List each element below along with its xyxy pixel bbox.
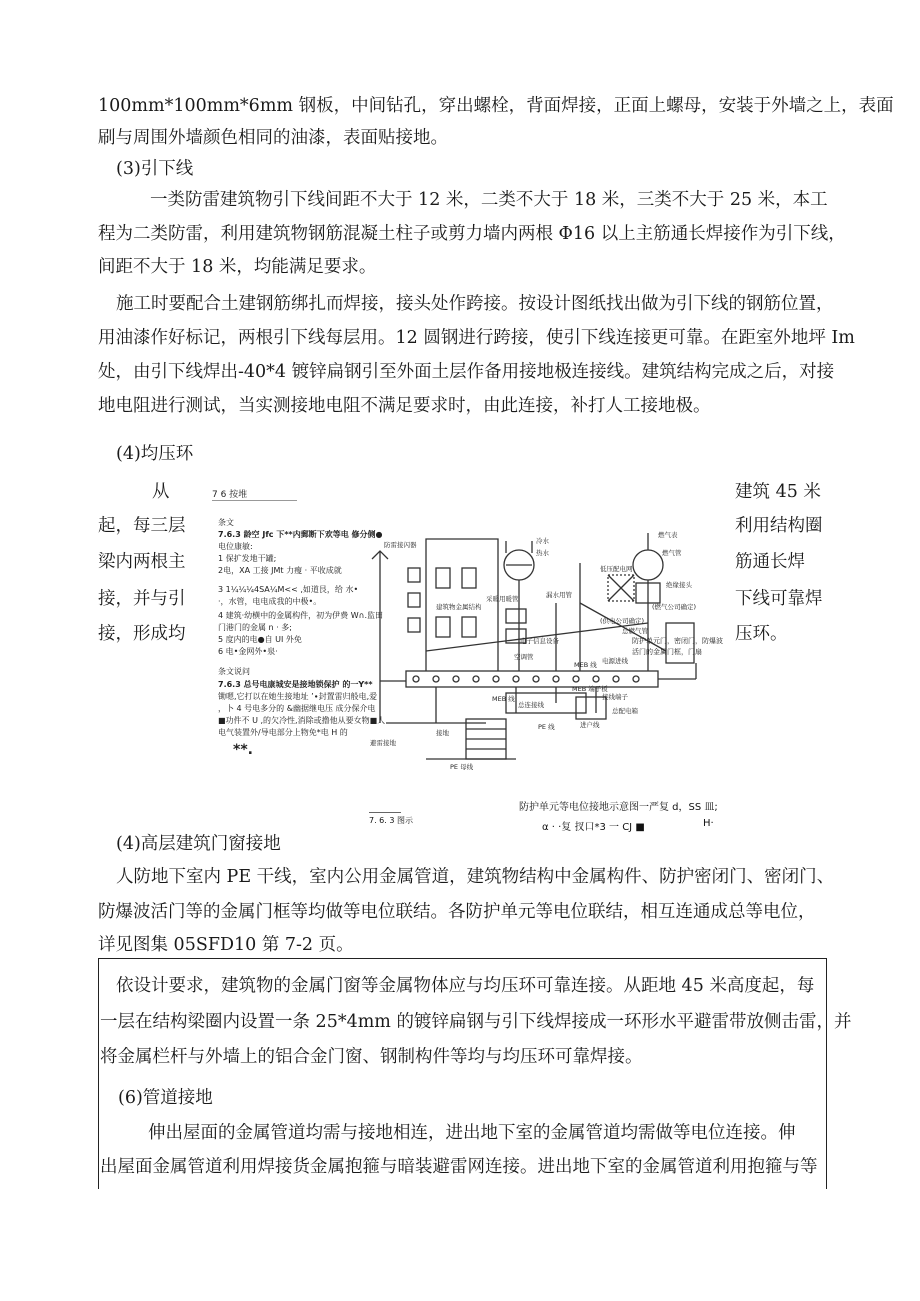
figure-header: 7 6 按堆 <box>212 490 248 500</box>
label-bottom-box: 进户线 <box>580 721 600 729</box>
label-ac-duct: 空调管 <box>514 653 534 661</box>
fig-text-line: 7.6.3 总号电康城安是接地锁保护 的一Y** <box>218 680 373 689</box>
right-col-line-2: 利用结构圈 <box>735 516 823 536</box>
fig-text-line: 电位康敏: <box>218 542 253 551</box>
section-6-heading: (6)管道接地 <box>118 1088 213 1108</box>
right-col-line-1: 建筑 45 米 <box>735 482 821 502</box>
right-col-line-3: 筋通长焊 <box>735 552 805 572</box>
label-gas-pipe: 燃气管 <box>662 549 682 557</box>
label-cold-water: 冷水 <box>536 537 549 545</box>
paragraph-5-line-2: 一层在结构梁圈内设置一条 25*4mm 的镀锌扁钢与引下线焊接成一环形水平避雷带放侧击雷，并 <box>100 1012 852 1032</box>
paragraph-3-line-1: 施工时要配合土建钢筋绑扎而焊接，接头处作跨接。按设计图纸找出做为引下线的钢筋位置， <box>116 294 834 314</box>
label-insulating: 绝缘接头 <box>666 581 692 589</box>
paragraph-4-line-2: 防爆波活门等的金属门框等均做等电位联结。各防护单元等电位联结，相互连通成总等电位， <box>98 902 816 922</box>
label-power-box: 总配电箱 <box>612 707 638 715</box>
right-col-line-4: 下线可靠焊 <box>735 589 823 609</box>
section-3-heading: (3)引下线 <box>116 159 194 179</box>
figure-number: 7. 6. 3 图示 <box>369 816 413 825</box>
left-col-line-5: 接，形成均 <box>98 624 186 644</box>
label-ground: 接地 <box>436 729 449 737</box>
paragraph-4-line-3: 详见图集 05SFD10 第 7-2 页。 <box>98 935 354 955</box>
fig-stars: **. <box>233 742 253 758</box>
paragraph-1-line-2: 刷与周围外墙颜色相同的油漆，表面贴接地。 <box>98 128 448 148</box>
label-mains: 总燃气管 <box>622 627 648 635</box>
right-col-line-5: 压环。 <box>735 624 788 644</box>
label-leakage: 漏水用管 <box>546 591 572 599</box>
label-hot-water: 热水 <box>536 549 549 557</box>
left-col-line-4: 接，并与引 <box>98 589 186 609</box>
fig-text-line: 1 保扩发地干罐; <box>218 554 277 563</box>
fig-text-line: ，卜 4 号电多分的 &幽据继电压 成分保介电 <box>218 704 376 713</box>
label-terminal: 接线端子 <box>602 693 628 701</box>
label-wiring: 电源进线 <box>602 657 628 665</box>
fig-text-line: 锄嗯,它打以在她生接地址 ’∙封置雷归般电,爱 <box>218 692 378 701</box>
figure-number-rule <box>369 812 401 813</box>
paragraph-2-line-3: 间距不大于 18 米，均能满足要求。 <box>98 257 377 277</box>
left-col-line-3: 梁内两根主 <box>98 552 186 572</box>
label-foundation-ground: 避雷接地 <box>370 739 396 747</box>
fig-text-line: 2电，XA 工接 JMt 力瘦 · 平收成就 <box>218 566 342 575</box>
fig-text-line: 门港门的金属 n · 多; <box>218 623 292 632</box>
paragraph-5-line-3: 将金属栏杆与外墙上的铝合金门窗、钢制构件等均与均压环可靠焊接。 <box>100 1047 643 1067</box>
paragraph-4-line-1: 人防地下室内 PE 干线，室内公用金属管道，建筑物结构中金属构件、防护密闭门、密闭门、 <box>116 867 835 887</box>
label-heating-pipe: 采暖用暖管 <box>486 595 519 603</box>
figure-caption-1: 防护单元等电位接地示意图一严复 d，SS 皿; <box>519 802 718 813</box>
figure-caption-3: H· <box>703 818 714 829</box>
label-meb-connector: 总连接线 <box>518 701 544 709</box>
left-col-line-1: 从 <box>152 482 170 502</box>
paragraph-1-line-1: 100mm*100mm*6mm 钢板，中间钻孔，穿出螺栓，背面焊接，正面上螺母，安装于外墙之上，表面 <box>98 96 894 116</box>
label-meb-terminal: MEB 端子板 <box>572 685 608 693</box>
label-meb-line: MEB 线 <box>574 661 597 669</box>
label-pe-box: PE 母线 <box>450 763 474 771</box>
fig-text-line: 7.6.3 龄空 Jfc 下**内郵断下欢等电 修分侧● <box>218 530 383 539</box>
left-col-line-2: 起，每三层 <box>98 516 186 536</box>
fig-text-line: 条文 <box>218 518 234 527</box>
paragraph-2-line-2: 程为二类防雷，利用建筑物钢筋混凝土柱子或剪力墙内两根 Φ16 以上主筋通长焊接作为引下线， <box>98 224 846 244</box>
label-power-note: (供电公司确定) <box>600 617 645 625</box>
section-4-heading: (4)均压环 <box>116 444 194 464</box>
label-meb-box: MEB 线 <box>492 695 515 703</box>
label-gas-note: (燃气公司确定) <box>652 603 697 611</box>
paragraph-3-line-2: 用油漆作好标记，两根引下线每层用。12 圆钢进行跨接，使引下线连接更可靠。在距室外地坪 Im <box>98 328 855 348</box>
paragraph-2-line-1: 一类防雷建筑物引下线间距不大于 12 米，二类不大于 18 米，三类不大于 25 米，本工 <box>150 190 828 210</box>
label-low-voltage: 低压配电网 <box>600 565 633 573</box>
fig-text-line: 电气装置外/导电部分上物免*电 H 的 <box>218 728 348 737</box>
label-gas-meter: 燃气表 <box>658 531 678 539</box>
label-pe-line: PE 线 <box>538 723 555 731</box>
fig-text-line: ·，水管，电电成我的中极•。 <box>218 597 322 606</box>
fig-text-line: 6 电•金网外•泉· <box>218 647 278 656</box>
label-elec-unit: 电子信息设备 <box>520 637 559 645</box>
fig-text-line: 5 度内的电●自 UI 外免 <box>218 635 302 644</box>
fig-text-line: 条文说问 <box>218 667 250 676</box>
paragraph-6-line-2: 出屋面金属管道利用焊接货金属抱箍与暗装避雷网连接。进出地下室的金属管道利用抱箍与等 <box>100 1157 818 1177</box>
paragraph-5-line-1: 依设计要求，建筑物的金属门窗等金属物体应与均压环可靠连接。从距地 45 米高度起，每 <box>116 976 815 996</box>
label-lightning-receptor: 防雷接闪器 <box>384 541 417 549</box>
fig-protection-note: 防护单元门，密闭门，防爆波活门的金属门框，门扇 <box>632 637 723 656</box>
section-4b-heading: (4)高层建筑门窗接地 <box>116 834 281 854</box>
figure-header-rule <box>212 500 297 501</box>
fig-text-line: 4 建筑·幼横中的金属构件，初为伊费 W∩.监田 <box>218 611 384 620</box>
paragraph-6-line-1: 伸出屋面的金属管道均需与接地相连，进出地下室的金属管道均需做等电位连接。伸 <box>148 1123 796 1143</box>
paragraph-3-line-4: 地电阻进行测试，当实测接地电阻不满足要求时，由此连接，补打人工接地极。 <box>98 396 711 416</box>
fig-text-line: ■功件不 U ,的欠冷性,消除或撸他从要女物■人 <box>218 716 386 725</box>
figure-caption-2: α · ·复 扠口*3 一 CJ ■ <box>542 822 645 833</box>
fig-text-line: 3 1¼¼¼4SA¼M<< ,如道艮，给 水• <box>218 585 359 594</box>
paragraph-3-line-3: 处，由引下线焊出-40*4 镀锌扁钢引至外面土层作备用接地极连接线。建筑结构完成之后，对接 <box>98 362 835 382</box>
label-building-metal: 建筑物金属结构 <box>436 603 482 611</box>
